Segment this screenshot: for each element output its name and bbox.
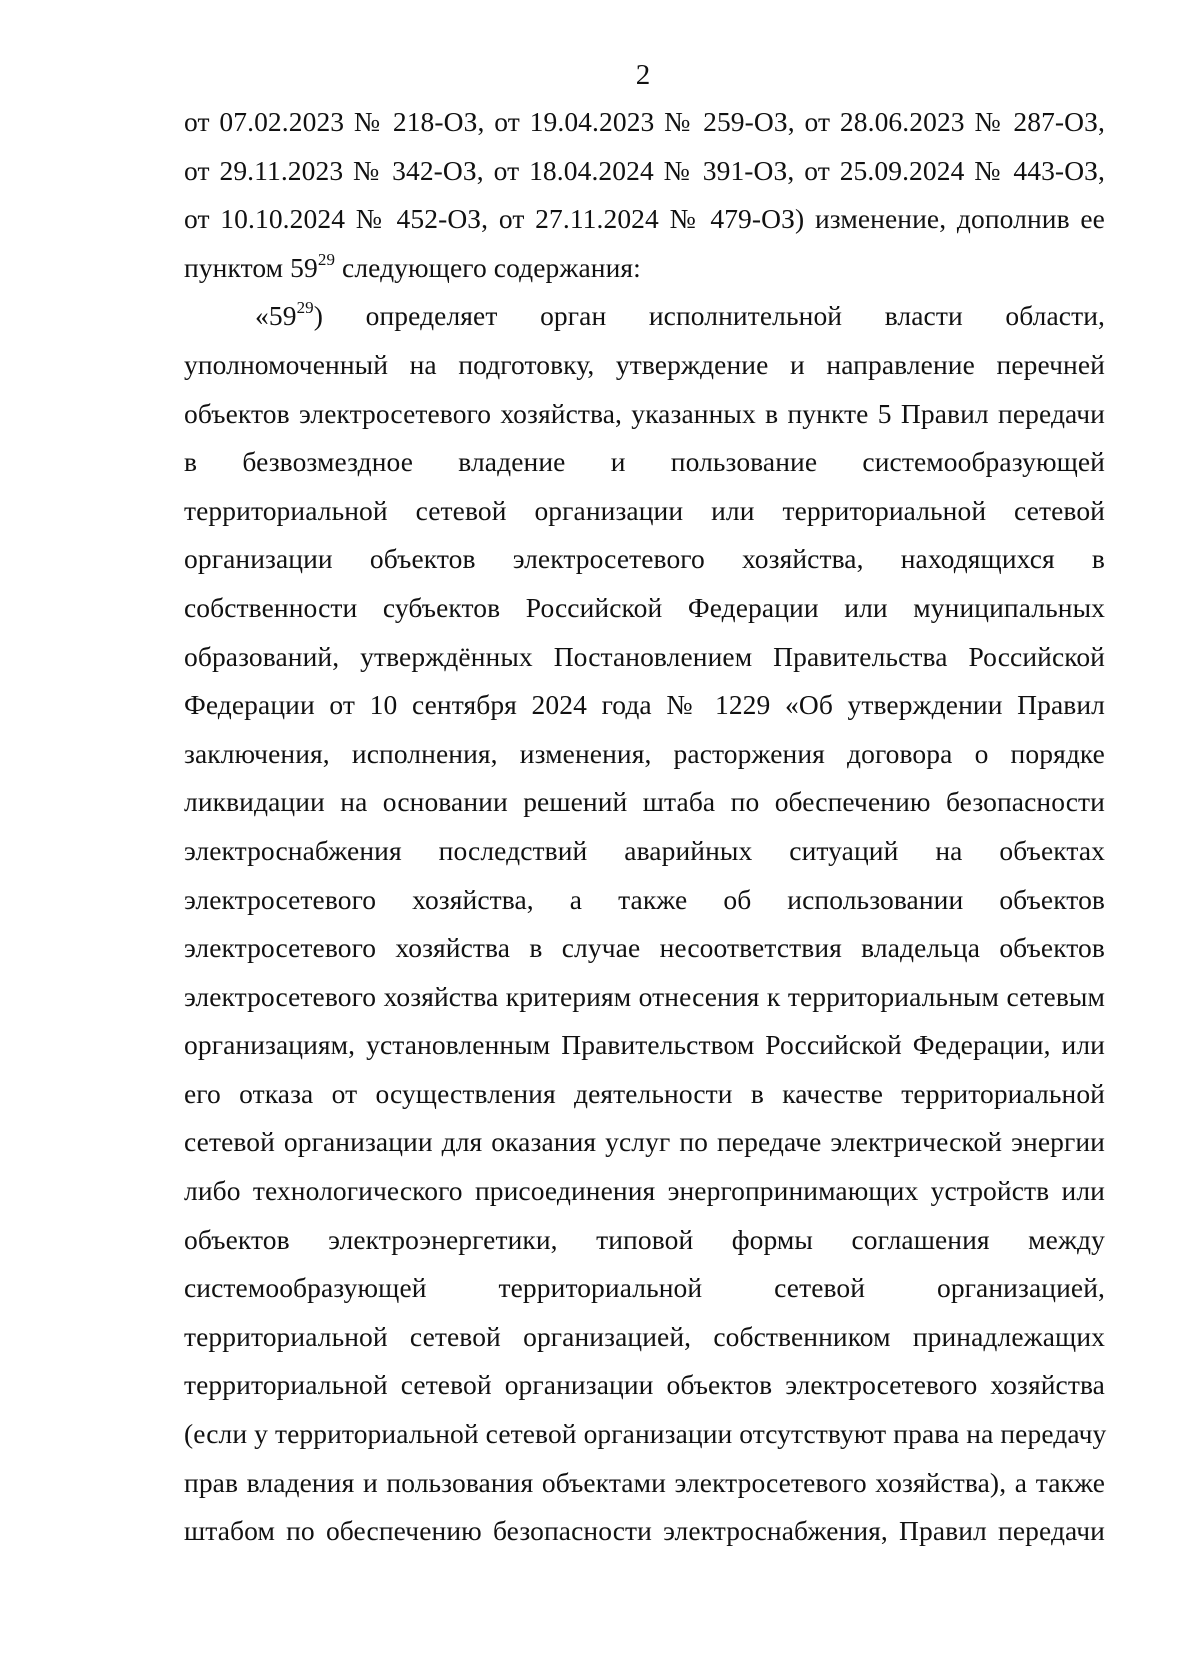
superscript: 29 <box>317 249 336 269</box>
text-line: Федерации от 10 сентября 2024 года № 1229 «Об утверждении Правил <box>184 689 1105 721</box>
text-line: от 10.10.2024 № 452-ОЗ, от 27.11.2024 № 479-ОЗ) изменение, дополнив ее <box>184 203 1105 235</box>
text-line: сетевой организации для оказания услуг по передаче электрической энергии <box>184 1126 1105 1158</box>
text-line-with-superscript <box>184 244 1105 293</box>
text-line-with-superscript <box>184 292 1105 341</box>
line-segment: «59 <box>255 300 297 332</box>
text-line: системообразующей территориальной сетевой организацией, <box>184 1272 1105 1304</box>
text-line: в безвозмездное владение и пользование системообразующей <box>184 446 1105 478</box>
text-line: ликвидации на основании решений штаба по обеспечению безопасности <box>184 786 1105 818</box>
text-line: его отказа от осуществления деятельности в качестве территориальной <box>184 1077 1105 1109</box>
text-line: заключения, исполнения, изменения, расторжения договора о порядке <box>184 737 1105 769</box>
text-line: собственности субъектов Российской Федерации или муниципальных <box>184 591 1105 623</box>
text-line: организации объектов электросетевого хозяйства, находящихся в <box>184 543 1105 575</box>
text-line: организациям, установленным Правительством Российской Федерации, или <box>184 1029 1105 1061</box>
text-line: электросетевого хозяйства, а также об использовании объектов <box>184 883 1105 915</box>
line-segment: пунктом 59 <box>184 251 318 283</box>
line-segment: ) определяет орган исполнительной власти области, <box>313 300 1105 332</box>
text-line: прав владения и пользования объектами электросетевого хозяйства), а также <box>184 1466 1105 1498</box>
text-line: территориальной сетевой организацией, собственником принадлежащих <box>184 1320 1105 1352</box>
text-line: территориальной сетевой организации объектов электросетевого хозяйства <box>184 1369 1105 1401</box>
text-line: электросетевого хозяйства в случае несоответствия владельца объектов <box>184 932 1105 964</box>
text-line: электросетевого хозяйства критериям отнесения к территориальным сетевым <box>184 980 1105 1012</box>
superscript: 29 <box>296 298 314 318</box>
text-line: от 29.11.2023 № 342-ОЗ, от 18.04.2024 № 391-ОЗ, от 25.09.2024 № 443-ОЗ, <box>184 154 1105 186</box>
text-line: уполномоченный на подготовку, утверждение и направление перечней <box>184 348 1105 380</box>
text-line: штабом по обеспечению безопасности электроснабжения, Правил передачи <box>184 1515 1105 1547</box>
text-line: либо технологического присоединения энергопринимающих устройств или <box>184 1175 1105 1207</box>
text-line: электроснабжения последствий аварийных ситуаций на объектах <box>184 834 1105 866</box>
text-line: территориальной сетевой организации или территориальной сетевой <box>184 494 1105 526</box>
page-number: 2 <box>635 59 651 91</box>
text-line: образований, утверждённых Постановлением Правительства Российской <box>184 640 1105 672</box>
text-line: от 07.02.2023 № 218-ОЗ, от 19.04.2023 № 259-ОЗ, от 28.06.2023 № 287-ОЗ, <box>184 106 1105 137</box>
text-line: (если у территориальной сетевой организации отсутствуют права на передачу <box>184 1418 1107 1450</box>
text-line: объектов электроэнергетики, типовой формы соглашения между <box>184 1223 1105 1255</box>
text-line: объектов электросетевого хозяйства, указанных в пункте 5 Правил передачи <box>184 397 1105 429</box>
document-body <box>184 98 1105 1556</box>
line-segment: следующего содержания: <box>335 251 641 283</box>
